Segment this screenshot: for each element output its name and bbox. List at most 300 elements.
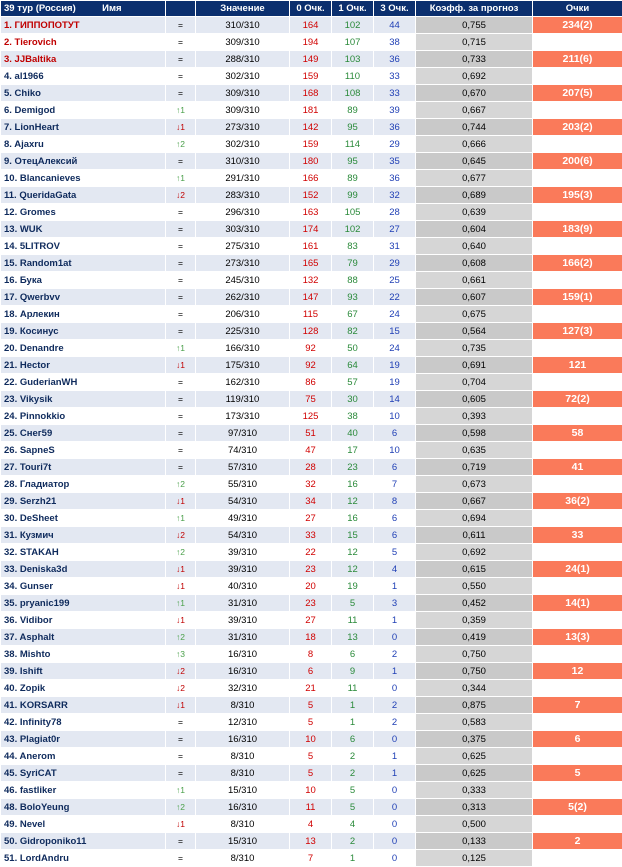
points-cell: 5 xyxy=(533,748,622,765)
one-point-cell: 103 xyxy=(332,51,374,68)
value-cell: 310/310 xyxy=(196,153,290,170)
one-point-cell: 19 xyxy=(332,578,374,595)
table-row xyxy=(1,187,622,204)
three-points-cell: 36 xyxy=(374,51,416,68)
player-name: 32. STAKAH xyxy=(1,544,166,561)
value-cell: 16/310 xyxy=(196,646,290,663)
table-row xyxy=(1,833,622,850)
trend-indicator: = xyxy=(166,833,196,850)
trend-indicator: ↓2 xyxy=(166,187,196,204)
trend-indicator: ↑1 xyxy=(166,170,196,187)
value-cell: 302/310 xyxy=(196,136,290,153)
coefficient-cell: 0,615 xyxy=(416,561,533,578)
one-point-cell: 95 xyxy=(332,119,374,136)
three-points-cell: 6 xyxy=(374,459,416,476)
one-point-cell: 5 xyxy=(332,799,374,816)
one-point-cell: 16 xyxy=(332,476,374,493)
table-row xyxy=(1,340,622,357)
zero-points-cell: 128 xyxy=(290,323,332,340)
trend-indicator: ↓1 xyxy=(166,119,196,136)
zero-points-cell: 165 xyxy=(290,255,332,272)
zero-points-cell: 149 xyxy=(290,51,332,68)
coefficient-cell: 0,608 xyxy=(416,255,533,272)
one-point-cell: 15 xyxy=(332,527,374,544)
coefficient-cell: 0,661 xyxy=(416,272,533,289)
points-cell: 6 xyxy=(533,731,622,748)
trend-indicator: = xyxy=(166,323,196,340)
value-cell: 296/310 xyxy=(196,204,290,221)
zero-points-cell: 34 xyxy=(290,493,332,510)
zero-points-cell: 159 xyxy=(290,68,332,85)
trend-indicator: = xyxy=(166,306,196,323)
coefficient-cell: 0,500 xyxy=(416,816,533,833)
value-cell: 119/310 xyxy=(196,391,290,408)
three-points-cell: 4 xyxy=(374,561,416,578)
value-cell: 54/310 xyxy=(196,493,290,510)
coefficient-cell: 0,375 xyxy=(416,731,533,748)
points-cell: 206(5) xyxy=(533,102,622,119)
one-point-cell: 114 xyxy=(332,136,374,153)
zero-points-cell: 152 xyxy=(290,187,332,204)
value-cell: 273/310 xyxy=(196,255,290,272)
one-point-cell: 2 xyxy=(332,765,374,782)
value-cell: 309/310 xyxy=(196,102,290,119)
one-point-cell: 30 xyxy=(332,391,374,408)
zero-points-cell: 10 xyxy=(290,782,332,799)
trend-indicator: ↓1 xyxy=(166,561,196,578)
points-cell: 27(8) xyxy=(533,544,622,561)
value-cell: 302/310 xyxy=(196,68,290,85)
three-points-cell: 29 xyxy=(374,136,416,153)
points-cell: 14(1) xyxy=(533,595,622,612)
trend-indicator: ↑2 xyxy=(166,544,196,561)
points-cell: 121 xyxy=(533,357,622,374)
points-cell: 189(5) xyxy=(533,204,622,221)
table-row xyxy=(1,544,622,561)
trend-indicator: = xyxy=(166,255,196,272)
coefficient-cell: 0,564 xyxy=(416,323,533,340)
player-name: 19. Косинус xyxy=(1,323,166,340)
zero-points-cell: 21 xyxy=(290,680,332,697)
coefficient-cell: 0,359 xyxy=(416,612,533,629)
player-name: 34. Gunser xyxy=(1,578,166,595)
three-points-cell: 0 xyxy=(374,629,416,646)
table-row xyxy=(1,527,622,544)
trend-indicator: ↑1 xyxy=(166,102,196,119)
points-cell: 33 xyxy=(533,527,622,544)
value-cell: 16/310 xyxy=(196,799,290,816)
three-points-cell: 15 xyxy=(374,323,416,340)
table-header xyxy=(1,1,622,17)
points-cell: 72(2) xyxy=(533,391,622,408)
player-name: 21. Hector xyxy=(1,357,166,374)
table-row xyxy=(1,850,622,867)
one-point-cell: 13 xyxy=(332,629,374,646)
zero-points-cell: 47 xyxy=(290,442,332,459)
value-cell: 283/310 xyxy=(196,187,290,204)
player-name: 7. LionHeart xyxy=(1,119,166,136)
trend-indicator: = xyxy=(166,748,196,765)
zero-points-cell: 8 xyxy=(290,646,332,663)
points-cell: 166(2) xyxy=(533,255,622,272)
header-points: Очки xyxy=(533,1,622,17)
player-name: 9. ОтецАлексий xyxy=(1,153,166,170)
table-row xyxy=(1,153,622,170)
table-row xyxy=(1,238,622,255)
one-point-cell: 64 xyxy=(332,357,374,374)
zero-points-cell: 180 xyxy=(290,153,332,170)
points-cell: 13(3) xyxy=(533,629,622,646)
points-cell: 11 xyxy=(533,680,622,697)
one-point-cell: 67 xyxy=(332,306,374,323)
points-cell: 162(4) xyxy=(533,272,622,289)
value-cell: 12/310 xyxy=(196,714,290,731)
one-point-cell: 88 xyxy=(332,272,374,289)
zero-points-cell: 194 xyxy=(290,34,332,51)
zero-points-cell: 51 xyxy=(290,425,332,442)
table-row xyxy=(1,697,622,714)
coefficient-cell: 0,704 xyxy=(416,374,533,391)
one-point-cell: 1 xyxy=(332,697,374,714)
one-point-cell: 12 xyxy=(332,561,374,578)
trend-indicator: ↑3 xyxy=(166,646,196,663)
one-point-cell: 6 xyxy=(332,731,374,748)
trend-indicator: ↑1 xyxy=(166,595,196,612)
three-points-cell: 0 xyxy=(374,680,416,697)
player-name: 50. Gidroponiko11 xyxy=(1,833,166,850)
trend-indicator: ↑1 xyxy=(166,510,196,527)
player-name: 44. Anerom xyxy=(1,748,166,765)
coefficient-cell: 0,667 xyxy=(416,102,533,119)
trend-indicator: = xyxy=(166,408,196,425)
points-cell: 12 xyxy=(533,663,622,680)
points-cell: 12(5) xyxy=(533,646,622,663)
points-cell: 201(9) xyxy=(533,136,622,153)
zero-points-cell: 163 xyxy=(290,204,332,221)
trend-indicator: = xyxy=(166,204,196,221)
one-point-cell: 2 xyxy=(332,748,374,765)
three-points-cell: 35 xyxy=(374,153,416,170)
value-cell: 40/310 xyxy=(196,578,290,595)
value-cell: 288/310 xyxy=(196,51,290,68)
player-name: 18. Арлекин xyxy=(1,306,166,323)
zero-points-cell: 27 xyxy=(290,612,332,629)
value-cell: 162/310 xyxy=(196,374,290,391)
zero-points-cell: 92 xyxy=(290,357,332,374)
value-cell: 310/310 xyxy=(196,17,290,34)
player-name: 25. Снег59 xyxy=(1,425,166,442)
trend-indicator: ↑1 xyxy=(166,340,196,357)
trend-indicator: ↓2 xyxy=(166,527,196,544)
three-points-cell: 1 xyxy=(374,765,416,782)
table-row xyxy=(1,136,622,153)
player-name: 8. Ajaxru xyxy=(1,136,166,153)
coefficient-cell: 0,744 xyxy=(416,119,533,136)
one-point-cell: 50 xyxy=(332,340,374,357)
table-row xyxy=(1,663,622,680)
trend-indicator: ↑2 xyxy=(166,799,196,816)
one-point-cell: 1 xyxy=(332,850,374,867)
player-name: 31. Кузмич xyxy=(1,527,166,544)
zero-points-cell: 6 xyxy=(290,663,332,680)
value-cell: 8/310 xyxy=(196,765,290,782)
value-cell: 55/310 xyxy=(196,476,290,493)
table-row xyxy=(1,595,622,612)
three-points-cell: 0 xyxy=(374,850,416,867)
player-name: 6. Demigod xyxy=(1,102,166,119)
three-points-cell: 0 xyxy=(374,833,416,850)
trend-indicator: ↓2 xyxy=(166,663,196,680)
one-point-cell: 102 xyxy=(332,221,374,238)
one-point-cell: 4 xyxy=(332,816,374,833)
value-cell: 275/310 xyxy=(196,238,290,255)
table-row xyxy=(1,51,622,68)
header-zero-points: 0 Очк. xyxy=(290,1,332,17)
table-row xyxy=(1,629,622,646)
one-point-cell: 6 xyxy=(332,646,374,663)
one-point-cell: 95 xyxy=(332,153,374,170)
zero-points-cell: 147 xyxy=(290,289,332,306)
table-body xyxy=(1,17,622,867)
player-name: 49. Nevel xyxy=(1,816,166,833)
points-cell: 221(9) xyxy=(533,34,622,51)
table-row xyxy=(1,646,622,663)
table-row xyxy=(1,442,622,459)
player-name: 22. GuderianWH xyxy=(1,374,166,391)
player-name: 11. QueridaGata xyxy=(1,187,166,204)
zero-points-cell: 11 xyxy=(290,799,332,816)
trend-indicator: = xyxy=(166,289,196,306)
player-name: 20. Denandre xyxy=(1,340,166,357)
three-points-cell: 3 xyxy=(374,595,416,612)
value-cell: 175/310 xyxy=(196,357,290,374)
zero-points-cell: 23 xyxy=(290,561,332,578)
points-cell: 176(6) xyxy=(533,238,622,255)
value-cell: 245/310 xyxy=(196,272,290,289)
table-row xyxy=(1,272,622,289)
zero-points-cell: 4 xyxy=(290,816,332,833)
one-point-cell: 5 xyxy=(332,595,374,612)
table-row xyxy=(1,102,622,119)
points-cell: 183(9) xyxy=(533,221,622,238)
table-row xyxy=(1,612,622,629)
zero-points-cell: 161 xyxy=(290,238,332,255)
trend-indicator: = xyxy=(166,391,196,408)
trend-indicator: = xyxy=(166,459,196,476)
coefficient-cell: 0,694 xyxy=(416,510,533,527)
table-row xyxy=(1,255,622,272)
zero-points-cell: 168 xyxy=(290,85,332,102)
trend-indicator: ↓1 xyxy=(166,612,196,629)
player-name: 16. Бука xyxy=(1,272,166,289)
points-cell: 197(9) xyxy=(533,170,622,187)
table-row xyxy=(1,204,622,221)
coefficient-cell: 0,645 xyxy=(416,153,533,170)
table-row xyxy=(1,782,622,799)
trend-indicator: ↓1 xyxy=(166,578,196,595)
name-column-label: Имя xyxy=(102,3,121,14)
table-row xyxy=(1,714,622,731)
three-points-cell: 39 xyxy=(374,102,416,119)
coefficient-cell: 0,611 xyxy=(416,527,533,544)
value-cell: 39/310 xyxy=(196,561,290,578)
player-name: 26. SapneS xyxy=(1,442,166,459)
table-row xyxy=(1,476,622,493)
three-points-cell: 14 xyxy=(374,391,416,408)
player-name: 42. Infinity78 xyxy=(1,714,166,731)
trend-indicator: = xyxy=(166,51,196,68)
player-name: 3. JJBaltika xyxy=(1,51,166,68)
three-points-cell: 7 xyxy=(374,476,416,493)
header-three-points: 3 Очк. xyxy=(374,1,416,17)
three-points-cell: 0 xyxy=(374,731,416,748)
player-name: 1. ГИППОПОТУТ xyxy=(1,17,166,34)
zero-points-cell: 92 xyxy=(290,340,332,357)
player-name: 41. KORSARR xyxy=(1,697,166,714)
trend-indicator: ↓1 xyxy=(166,697,196,714)
three-points-cell: 28 xyxy=(374,204,416,221)
three-points-cell: 10 xyxy=(374,408,416,425)
one-point-cell: 108 xyxy=(332,85,374,102)
table-row xyxy=(1,680,622,697)
zero-points-cell: 166 xyxy=(290,170,332,187)
player-name: 43. Plagiat0r xyxy=(1,731,166,748)
table-row xyxy=(1,561,622,578)
value-cell: 173/310 xyxy=(196,408,290,425)
table-row xyxy=(1,119,622,136)
value-cell: 8/310 xyxy=(196,850,290,867)
player-name: 30. DeSheet xyxy=(1,510,166,527)
three-points-cell: 1 xyxy=(374,612,416,629)
value-cell: 262/310 xyxy=(196,289,290,306)
table-row xyxy=(1,170,622,187)
value-cell: 31/310 xyxy=(196,629,290,646)
player-name: 4. al1966 xyxy=(1,68,166,85)
player-name: 10. Blancanieves xyxy=(1,170,166,187)
coefficient-cell: 0,692 xyxy=(416,544,533,561)
points-cell: 234(2) xyxy=(533,17,622,34)
player-name: 2. Tierovich xyxy=(1,34,166,51)
player-name: 14. 5LITROV xyxy=(1,238,166,255)
player-name: 15. Random1at xyxy=(1,255,166,272)
points-cell: 207(5) xyxy=(533,85,622,102)
zero-points-cell: 132 xyxy=(290,272,332,289)
player-name: 48. BoloYeung xyxy=(1,799,166,816)
value-cell: 54/310 xyxy=(196,527,290,544)
three-points-cell: 6 xyxy=(374,510,416,527)
table-row xyxy=(1,374,622,391)
player-name: 24. Pinnokkio xyxy=(1,408,166,425)
three-points-cell: 0 xyxy=(374,816,416,833)
value-cell: 309/310 xyxy=(196,34,290,51)
trend-indicator: = xyxy=(166,374,196,391)
three-points-cell: 6 xyxy=(374,425,416,442)
points-cell: 22 xyxy=(533,578,622,595)
zero-points-cell: 5 xyxy=(290,748,332,765)
trend-indicator: = xyxy=(166,850,196,867)
value-cell: 74/310 xyxy=(196,442,290,459)
player-name: 12. Gromes xyxy=(1,204,166,221)
three-points-cell: 33 xyxy=(374,85,416,102)
coefficient-cell: 0,605 xyxy=(416,391,533,408)
zero-points-cell: 13 xyxy=(290,833,332,850)
one-point-cell: 1 xyxy=(332,714,374,731)
one-point-cell: 82 xyxy=(332,323,374,340)
zero-points-cell: 23 xyxy=(290,595,332,612)
zero-points-cell: 10 xyxy=(290,731,332,748)
one-point-cell: 23 xyxy=(332,459,374,476)
player-name: 46. fastliker xyxy=(1,782,166,799)
coefficient-cell: 0,333 xyxy=(416,782,533,799)
one-point-cell: 79 xyxy=(332,255,374,272)
points-cell: 7 xyxy=(533,697,622,714)
zero-points-cell: 32 xyxy=(290,476,332,493)
trend-indicator: ↑2 xyxy=(166,629,196,646)
zero-points-cell: 75 xyxy=(290,391,332,408)
value-cell: 8/310 xyxy=(196,816,290,833)
one-point-cell: 107 xyxy=(332,34,374,51)
zero-points-cell: 33 xyxy=(290,527,332,544)
one-point-cell: 12 xyxy=(332,493,374,510)
coefficient-cell: 0,625 xyxy=(416,748,533,765)
player-name: 5. Chiko xyxy=(1,85,166,102)
player-name: 51. LordAndru xyxy=(1,850,166,867)
value-cell: 291/310 xyxy=(196,170,290,187)
points-cell: 5(2) xyxy=(533,799,622,816)
three-points-cell: 19 xyxy=(374,374,416,391)
header-value: Значение xyxy=(196,1,290,17)
one-point-cell: 89 xyxy=(332,102,374,119)
table-row xyxy=(1,357,622,374)
coefficient-cell: 0,133 xyxy=(416,833,533,850)
zero-points-cell: 20 xyxy=(290,578,332,595)
one-point-cell: 93 xyxy=(332,289,374,306)
points-cell: 203(2) xyxy=(533,119,622,136)
coefficient-cell: 0,677 xyxy=(416,170,533,187)
three-points-cell: 0 xyxy=(374,782,416,799)
table-row xyxy=(1,816,622,833)
trend-indicator: = xyxy=(166,425,196,442)
points-cell: 122(2) xyxy=(533,340,622,357)
coefficient-cell: 0,635 xyxy=(416,442,533,459)
trend-indicator: ↓1 xyxy=(166,493,196,510)
one-point-cell: 2 xyxy=(332,833,374,850)
header-coefficient: Коэфф. за прогноз xyxy=(416,1,533,17)
points-cell: 5(1) xyxy=(533,782,622,799)
value-cell: 97/310 xyxy=(196,425,290,442)
table-row xyxy=(1,68,622,85)
trend-indicator: = xyxy=(166,442,196,459)
three-points-cell: 24 xyxy=(374,340,416,357)
one-point-cell: 110 xyxy=(332,68,374,85)
points-cell: 47 xyxy=(533,442,622,459)
one-point-cell: 89 xyxy=(332,170,374,187)
three-points-cell: 0 xyxy=(374,799,416,816)
three-points-cell: 1 xyxy=(374,578,416,595)
coefficient-cell: 0,583 xyxy=(416,714,533,731)
table-row xyxy=(1,578,622,595)
table-row xyxy=(1,459,622,476)
zero-points-cell: 18 xyxy=(290,629,332,646)
player-name: 33. Deniska3d xyxy=(1,561,166,578)
value-cell: 206/310 xyxy=(196,306,290,323)
coefficient-cell: 0,692 xyxy=(416,68,533,85)
one-point-cell: 16 xyxy=(332,510,374,527)
coefficient-cell: 0,625 xyxy=(416,765,533,782)
value-cell: 16/310 xyxy=(196,731,290,748)
table-row xyxy=(1,17,622,34)
points-cell: 5 xyxy=(533,765,622,782)
